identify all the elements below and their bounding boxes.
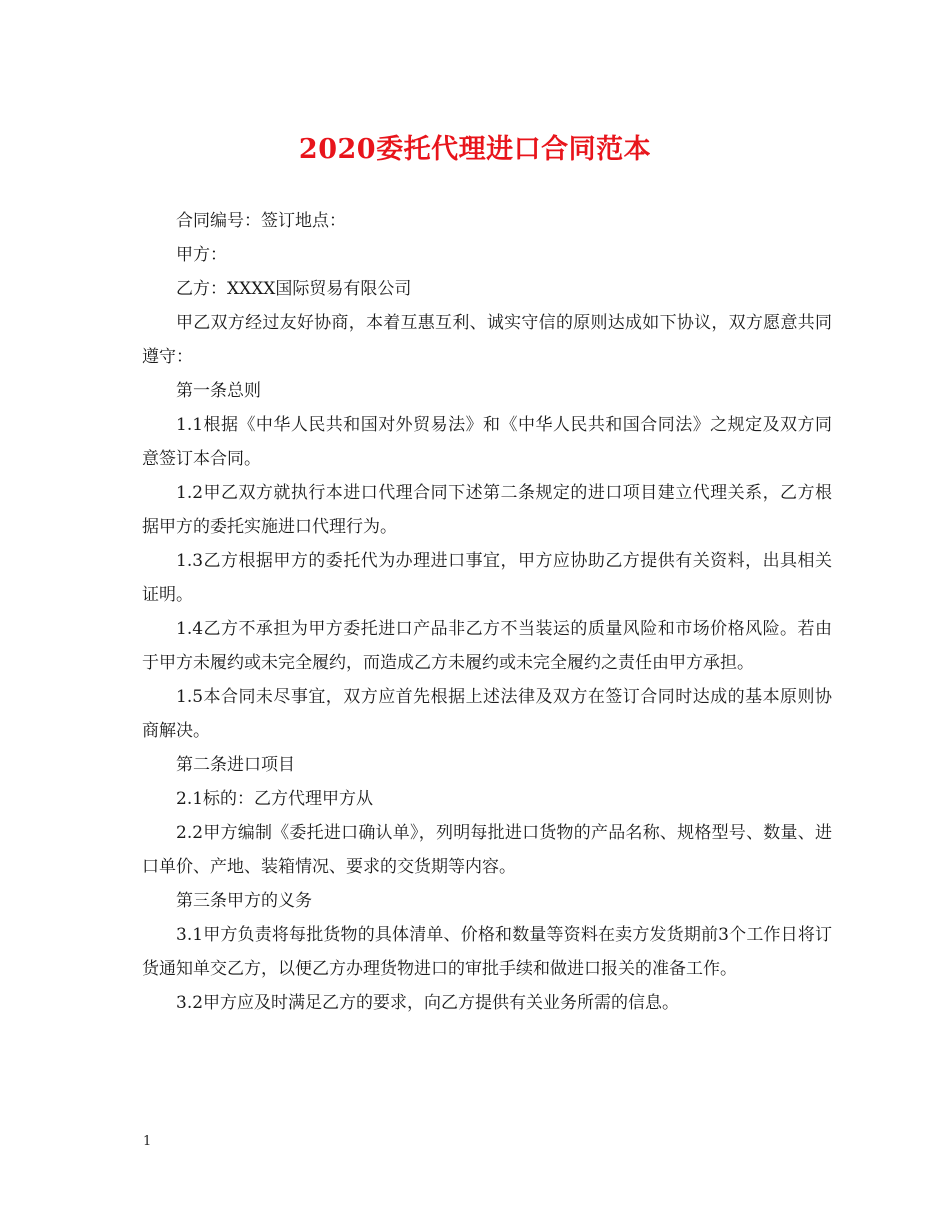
page-number: 1: [143, 1134, 152, 1149]
section-heading-2: 第二条进口项目: [176, 755, 295, 775]
section-heading-3: 第三条甲方的义务: [176, 891, 312, 911]
paragraph-contract-number: 合同编号：签订地点：: [176, 211, 346, 231]
clause-3-1: 3.1甲方负责将每批货物的具体清单、价格和数量等资料在卖方发货期前3个工作日将订货通知单交乙方，以便乙方办理货物进口的审批手续和做进口报关的准备工作。: [142, 925, 832, 979]
paragraph-party-b: 乙方：XXXX国际贸易有限公司: [176, 279, 412, 299]
clause-1-4: 1.4乙方不承担为甲方委托进口产品非乙方不当装运的质量风险和市场价格风险。若由于甲方未履约或未完全履约，而造成乙方未履约或未完全履约之责任由甲方承担。: [142, 619, 832, 673]
document-title: 2020委托代理进口合同范本: [298, 134, 652, 165]
clause-1-5: 1.5本合同未尽事宜，双方应首先根据上述法律及双方在签订合同时达成的基本原则协商解决。: [142, 687, 832, 741]
paragraph-party-a: 甲方：: [176, 245, 227, 265]
clause-1-1: 1.1根据《中华人民共和国对外贸易法》和《中华人民共和国合同法》之规定及双方同意签订本合同。: [142, 415, 832, 469]
clause-2-1: 2.1标的：乙方代理甲方从: [176, 789, 374, 809]
paragraph-preamble: 甲乙双方经过友好协商，本着互惠互利、诚实守信的原则达成如下协议，双方愿意共同遵守：: [142, 313, 832, 367]
document-body: [142, 204, 832, 1020]
clause-3-2: 3.2甲方应及时满足乙方的要求，向乙方提供有关业务所需的信息。: [176, 993, 680, 1013]
clause-1-3: 1.3乙方根据甲方的委托代为办理进口事宜，甲方应协助乙方提供有关资料，出具相关证明。: [142, 551, 832, 605]
clause-2-2: 2.2甲方编制《委托进口确认单》，列明每批进口货物的产品名称、规格型号、数量、进口单价、产地、装箱情况、要求的交货期等内容。: [142, 823, 832, 877]
section-heading-1: 第一条总则: [176, 381, 261, 401]
clause-1-2: 1.2甲乙双方就执行本进口代理合同下述第二条规定的进口项目建立代理关系，乙方根据甲方的委托实施进口代理行为。: [142, 483, 832, 537]
